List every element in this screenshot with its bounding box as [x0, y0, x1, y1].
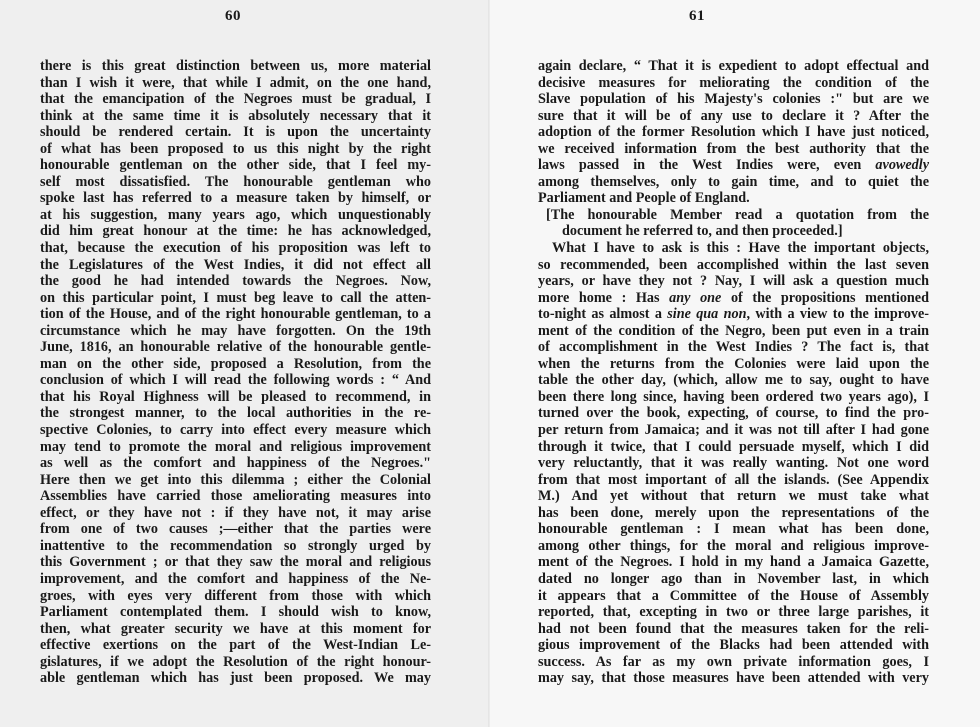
text-line: gislatures, if we adopt the Resolution of the right honour-: [40, 653, 431, 670]
text-column: [40, 58, 431, 687]
text-line: of what has been proposed to us this night by the right: [40, 140, 431, 157]
text-line: should be rendered certain. It is upon the uncertainty: [40, 124, 431, 141]
text-line: that the emancipation of the Negroes must be gradual, I: [40, 91, 431, 108]
text-line: ment of the condition of the Negro, been put even in a train: [538, 322, 929, 339]
text-line: at his suggestion, many years ago, which unquestionably: [40, 206, 431, 223]
page-number: 60: [225, 8, 241, 24]
text-line: turned over the book, expecting, of course, to find the pro-: [538, 405, 929, 422]
text-line: improvement, and the comfort and happiness of the Ne-: [40, 570, 431, 587]
text-line: again declare, “ That it is expedient to adopt effectual and: [538, 58, 929, 74]
text-line: years, or have they not ? Nay, I will ask a question much: [538, 273, 929, 290]
text-line: from that most important of all the islands. (See Appendix: [538, 471, 929, 488]
text-line: circumstance which he may have forgotten. On the 19th: [40, 322, 431, 339]
text-line: groes, with eyes very different from those with which: [40, 587, 431, 604]
text-line: table the other day, (which, allow me to say, ought to have: [538, 372, 929, 389]
text-line: spective Colonies, to carry into effect every measure which: [40, 422, 431, 439]
text-line: had not been found that the measures taken for the reli-: [538, 620, 929, 637]
text-line: honourable gentleman on the other side, that I feel my-: [40, 157, 431, 174]
text-span: , with a view to the improve-: [746, 306, 929, 323]
text-line: adoption of the former Resolution which I have just noticed,: [538, 124, 929, 141]
text-line: honourable gentleman : I mean what has been done,: [538, 521, 929, 538]
text-line: than I wish it were, that while I admit, on the one hand,: [40, 74, 431, 91]
text-line: Parliament contemplated them. I should wish to know,: [40, 604, 431, 621]
text-line: think at the same time it is absolutely necessary that it: [40, 107, 431, 124]
text-span: laws passed in the West Indies were, even: [538, 157, 876, 174]
text-line: Slave population of his Majesty's colonies :" but are we: [538, 91, 929, 108]
text-line: effective exertions on the part of the West-Indian Le-: [40, 637, 431, 654]
text-span: more home : Has: [538, 289, 670, 306]
text-span: of the propositions mentioned: [721, 289, 929, 306]
text-line: may say, that those measures have been attended with very: [538, 670, 929, 687]
text-line: so recommended, been accomplished within the last seven: [538, 256, 929, 273]
text-line: self most dissatisfied. The honourable gentleman who: [40, 173, 431, 190]
text-line: gious improvement of the Blacks had been attended with: [538, 637, 929, 654]
text-line: did him great honour at the time: he has acknowledged,: [40, 223, 431, 240]
text-line: Parliament and People of England.: [538, 190, 750, 207]
text-column: [538, 58, 929, 687]
text-line: been there long since, having been ordered two years ago), I: [538, 388, 929, 405]
text-line: the Legislatures of the West Indies, it did not effect all: [40, 256, 431, 273]
text-line: very reluctantly, that it was really wanting. Not one word: [538, 455, 929, 472]
text-line: through it twice, that I could persuade myself, which I did: [538, 438, 929, 455]
text-line: we received information from the best authority that the: [538, 140, 929, 157]
text-line: as well as the comfort and happiness of the Negroes.": [40, 455, 431, 472]
text-line: able gentleman which has just been proposed. We may: [40, 670, 431, 687]
text-line: What I have to ask is this : Have the important objects,: [552, 240, 929, 257]
text-line: among other things, for the moral and religious improve-: [538, 537, 929, 554]
text-line: there is this great distinction between us, more material: [40, 58, 431, 74]
text-line: from one of two causes ;—either that the parties were: [40, 521, 431, 538]
text-line: effect, or they have not : if they have not, it may arise: [40, 504, 431, 521]
text-line: decisive measures for meliorating the condition of the: [538, 74, 929, 91]
stage-note-line: [The honourable Member read a quotation from the: [546, 206, 929, 223]
page-number: 61: [689, 8, 705, 24]
text-line: success. As far as my own private information goes, I: [538, 653, 929, 670]
text-line: Assemblies have carried those ameliorating measures into: [40, 488, 431, 505]
italic-text: sine qua non: [667, 306, 747, 323]
text-line: conclusion of which I will read the following words : “ And: [40, 372, 431, 389]
text-line: tion of the House, and of the right honourable gentleman, to a: [40, 306, 431, 323]
text-line: among themselves, only to gain time, and to quiet the: [538, 173, 929, 190]
italic-text: any one: [669, 289, 722, 306]
italic-text: avowedly: [875, 157, 929, 174]
text-line: when the returns from the Colonies were laid upon the: [538, 355, 929, 372]
text-line: sure that it will be of any use to declare it ? After the: [538, 107, 929, 124]
text-line: man on the other side, proposed a Resolution, from the: [40, 355, 431, 372]
text-line: inattentive to the recommendation so strongly urged by: [40, 537, 431, 554]
text-span: to-night as almost a: [538, 306, 668, 323]
text-line: [538, 157, 929, 174]
text-line: [538, 306, 929, 323]
text-line: the strongest manner, to the local authorities in the re-: [40, 405, 431, 422]
text-line: dated no longer ago than in November last, in which: [538, 570, 929, 587]
text-line: per return from Jamaica; and it was not till after I had gone: [538, 422, 929, 439]
text-line: the good he had intended towards the Negroes. Now,: [40, 273, 431, 290]
right-page: [490, 0, 980, 727]
text-line: it appears that a Committee of the House of Assembly: [538, 587, 929, 604]
text-line: may tend to promote the moral and religious improvement: [40, 438, 431, 455]
text-line: Here then we get into this dilemma ; either the Colonial: [40, 471, 431, 488]
text-line: that his Royal Highness will be pleased to recommend, in: [40, 388, 431, 405]
text-line: has been done, merely upon the representations of the: [538, 504, 929, 521]
text-line: [538, 290, 929, 307]
text-line: of accomplishment in the West Indies ? The fact is, that: [538, 339, 929, 356]
text-line: M.) And yet without that return we must take what: [538, 488, 929, 505]
text-line: this Government ; or that they saw the moral and religious: [40, 554, 431, 571]
text-line: June, 1816, an honourable relative of the honourable gentle-: [40, 339, 431, 356]
stage-note-line: document he referred to, and then proceeded.]: [562, 223, 843, 240]
text-line: on this particular point, I must beg leave to call the atten-: [40, 289, 431, 306]
text-line: ment of the Negroes. I hold in my hand a Jamaica Gazette,: [538, 554, 929, 571]
text-line: spoke last has referred to a measure taken by himself, or: [40, 190, 431, 207]
text-line: reported, that, excepting in two or three large parishes, it: [538, 604, 929, 621]
text-line: that, because the execution of his proposition was left to: [40, 240, 431, 257]
text-line: then, what greater security we have at this moment for: [40, 620, 431, 637]
